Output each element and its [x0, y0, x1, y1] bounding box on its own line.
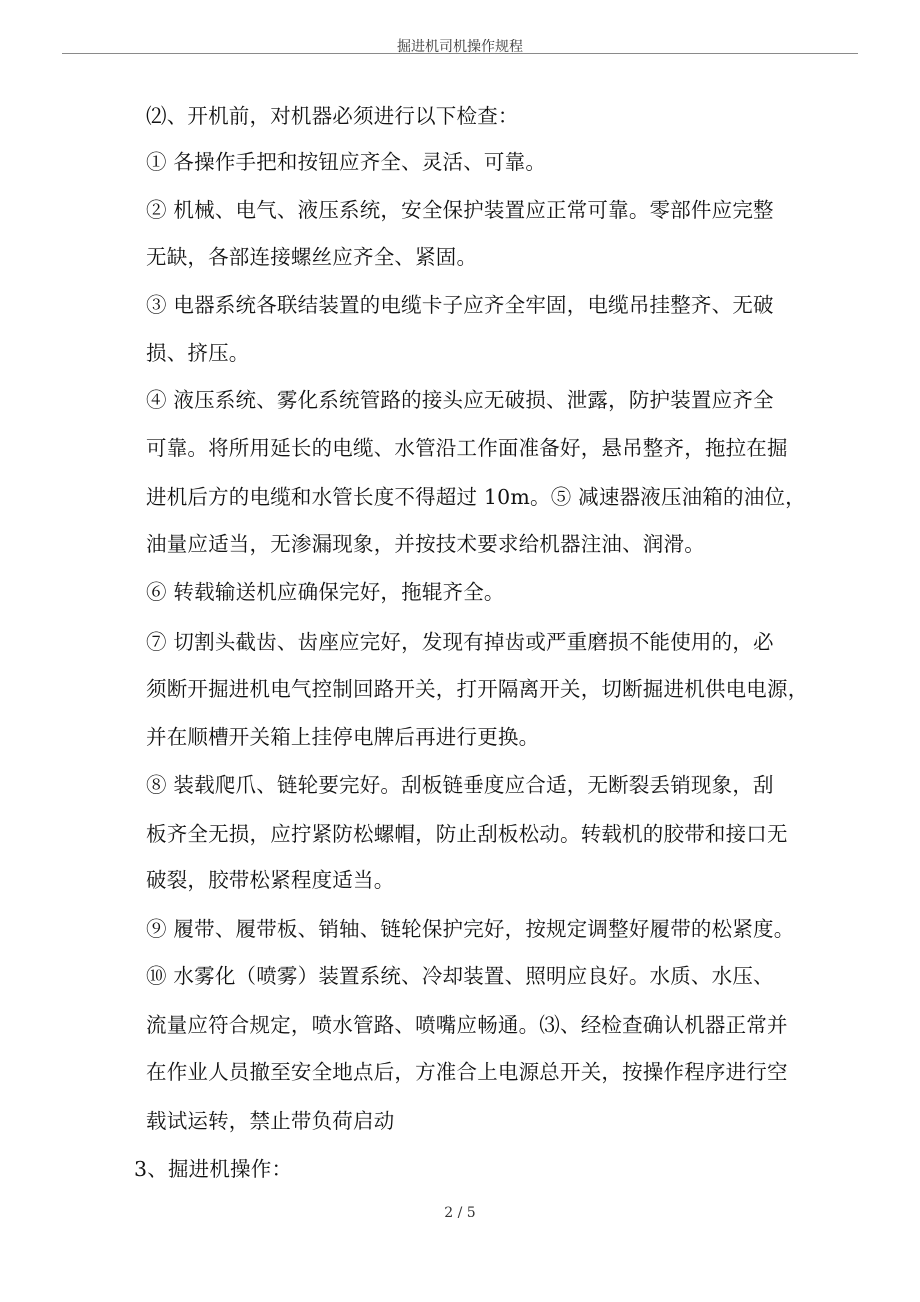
text-line: 可靠。将所用延长的电缆、水管沿工作面准备好，悬吊整齐，拖拉在掘	[146, 436, 788, 460]
text-line: ④ 液压系统、雾化系统管路的接头应无破损、泄露，防护装置应齐全	[146, 388, 774, 412]
text-line: ① 各操作手把和按钮应齐全、灵活、可靠。	[146, 150, 547, 174]
text-line: 破裂，胶带松紧程度适当。	[146, 868, 395, 892]
text-line: 流量应符合规定，喷水管路、喷嘴应畅通。⑶、经检查确认机器正常并	[146, 1013, 788, 1037]
text-line: 油量应适当，无渗漏现象，并按技术要求给机器注油、润滑。	[146, 532, 705, 556]
text-line: ⑧ 装载爬爪、链轮要完好。刮板链垂度应合适，无断裂丢销现象，刮	[146, 773, 774, 797]
text-line: ⑥ 转载输送机应确保完好，拖辊齐全。	[146, 580, 505, 604]
page-number: 2 / 5	[444, 1205, 476, 1221]
text-line: ⑨ 履带、履带板、销轴、链轮保护完好，按规定调整好履带的松紧度。	[146, 917, 795, 941]
text-line: 并在顺槽开关箱上挂停电牌后再进行更换。	[146, 725, 540, 749]
text-line: ⑦ 切割头截齿、齿座应完好，发现有掉齿或严重磨损不能使用的，必	[146, 630, 774, 654]
text-line: 载试运转，禁止带负荷启动	[146, 1109, 395, 1133]
page-header-title: 掘进机司机操作规程	[397, 39, 523, 55]
header-rule	[62, 53, 858, 54]
text-line: 损、挤压。	[146, 341, 250, 365]
text-line: ⑩ 水雾化（喷雾）装置系统、冷却装置、照明应良好。水质、水压、	[146, 964, 774, 988]
text-line: 在作业人员撤至安全地点后，方准合上电源总开关，按操作程序进行空	[146, 1060, 788, 1084]
text-line: ⑵、开机前，对机器必须进行以下检查：	[146, 104, 519, 128]
text-line: 板齐全无损，应拧紧防松螺帽，防止刮板松动。转载机的胶带和接口无	[146, 822, 788, 846]
text-line: 无缺，各部连接螺丝应齐全、紧固。	[146, 245, 478, 269]
text-line: ② 机械、电气、液压系统，安全保护装置应正常可靠。零部件应完整	[146, 198, 774, 222]
section-heading: 3、掘进机操作：	[134, 1157, 293, 1181]
text-line: ③ 电器系统各联结装置的电缆卡子应齐全牢固，电缆吊挂整齐、无破	[146, 293, 774, 317]
text-line: 须断开掘进机电气控制回路开关，打开隔离开关，切断掘进机供电电源，	[146, 677, 809, 701]
text-line: 进机后方的电缆和水管长度不得超过 10m。⑤ 减速器液压油箱的油位，	[146, 485, 806, 509]
